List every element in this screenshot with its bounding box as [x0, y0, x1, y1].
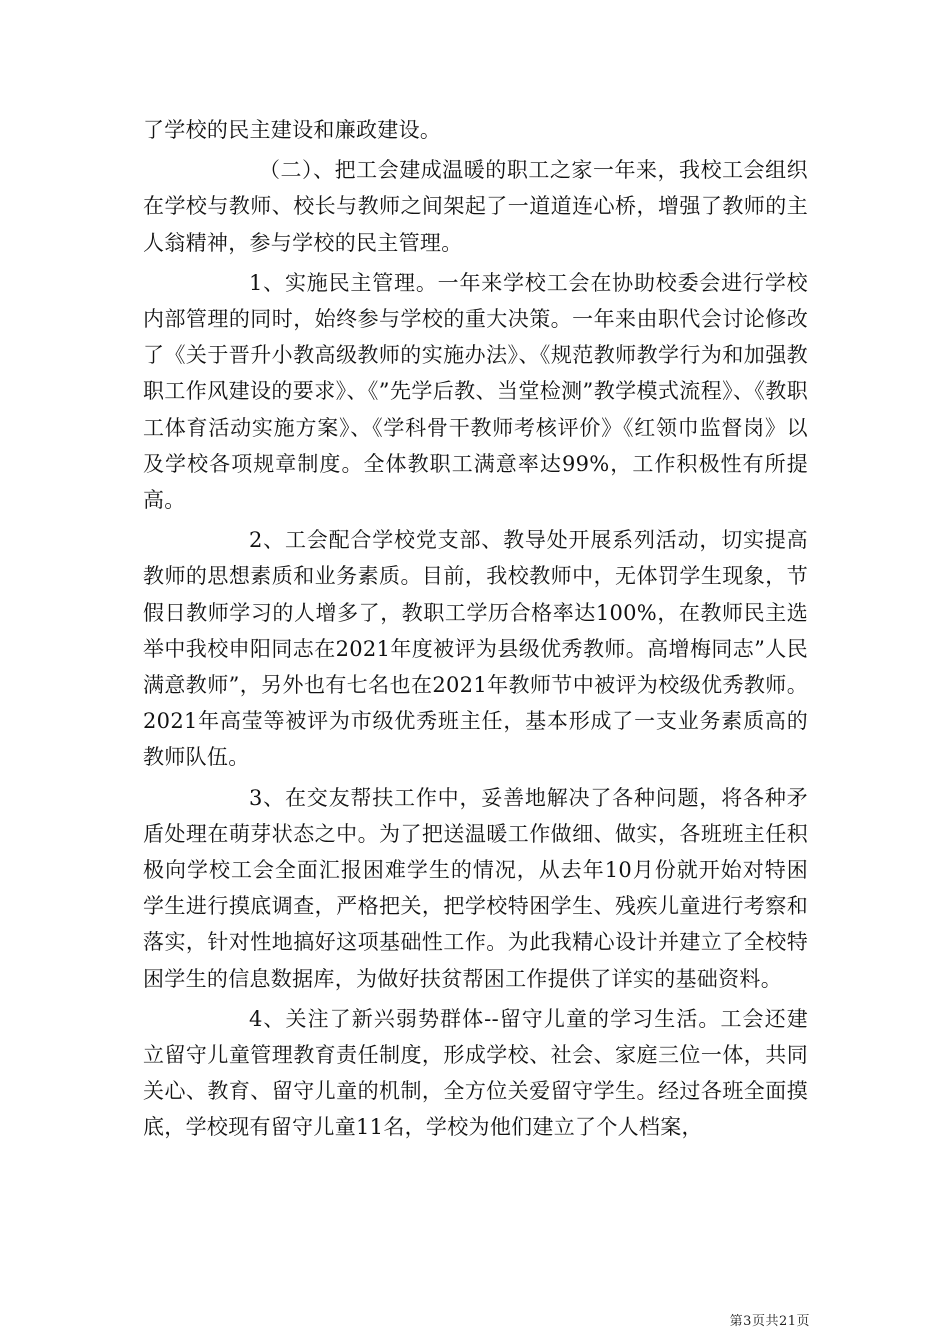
paragraph-continuation: 了学校的民主建设和廉政建设。	[143, 118, 442, 142]
paragraph-item-3: 3、在交友帮扶工作中，妥善地解决了各种问题，将各种矛盾处理在萌芽状态之中。为了把送温暖工作做细、做实，各班班主任积极向学校工会全面汇报困难学生的情况，从去年10月份就开始对特困学生进行摸底调查，严格把关，把学校特困学生、残疾儿童进行考察和落实，针对性地搞好这项基础性工作。为此我精心设计并建立了全校特困学生的信息数据库，为做好扶贫帮困工作提供了详实的基础资料。	[143, 785, 808, 991]
paragraph-item-2: 2、工会配合学校党支部、教导处开展系列活动，切实提高教师的思想素质和业务素质。目前，我校教师中，无体罚学生现象，节假日教师学习的人增多了，教职工学历合格率达100%，在教师民主选举中我校申阳同志在2021年度被评为县级优秀教师。高增梅同志”人民满意教师”，另外也有七名也在2021年教师节中被评为校级优秀教师。2021年高莹等被评为市级优秀班主任，基本形成了一支业务素质高的教师队伍。	[143, 528, 808, 770]
page-number-footer: 第3页共21页	[729, 1314, 810, 1329]
paragraph-item-1: 1、实施民主管理。一年来学校工会在协助校委会进行学校内部管理的同时，始终参与学校的重大决策。一年来由职代会讨论修改了《关于晋升小教高级教师的实施办法》、《规范教师教学行为和加强教职工作风建设的要求》、《”先学后教、当堂检测”教学模式流程》、《教职工体育活动实施方案》、《学科骨干教师考核评价》《红领巾监督岗》以及学校各项规章制度。全体教职工满意率达99%，工作积极性有所提高。	[143, 270, 808, 513]
paragraph-section-two: （二）、把工会建成温暖的职工之家一年来，我校工会组织在学校与教师、校长与教师之间架起了一道道连心桥，增强了教师的主人翁精神，参与学校的民主管理。	[143, 158, 808, 255]
document-body	[143, 112, 808, 1146]
paragraph-item-4: 4、关注了新兴弱势群体--留守儿童的学习生活。工会还建立留守儿童管理教育责任制度，形成学校、社会、家庭三位一体，共同关心、教育、留守儿童的机制，全方位关爱留守学生。经过各班全面摸底，学校现有留守儿童11名，学校为他们建立了个人档案，	[143, 1006, 808, 1140]
